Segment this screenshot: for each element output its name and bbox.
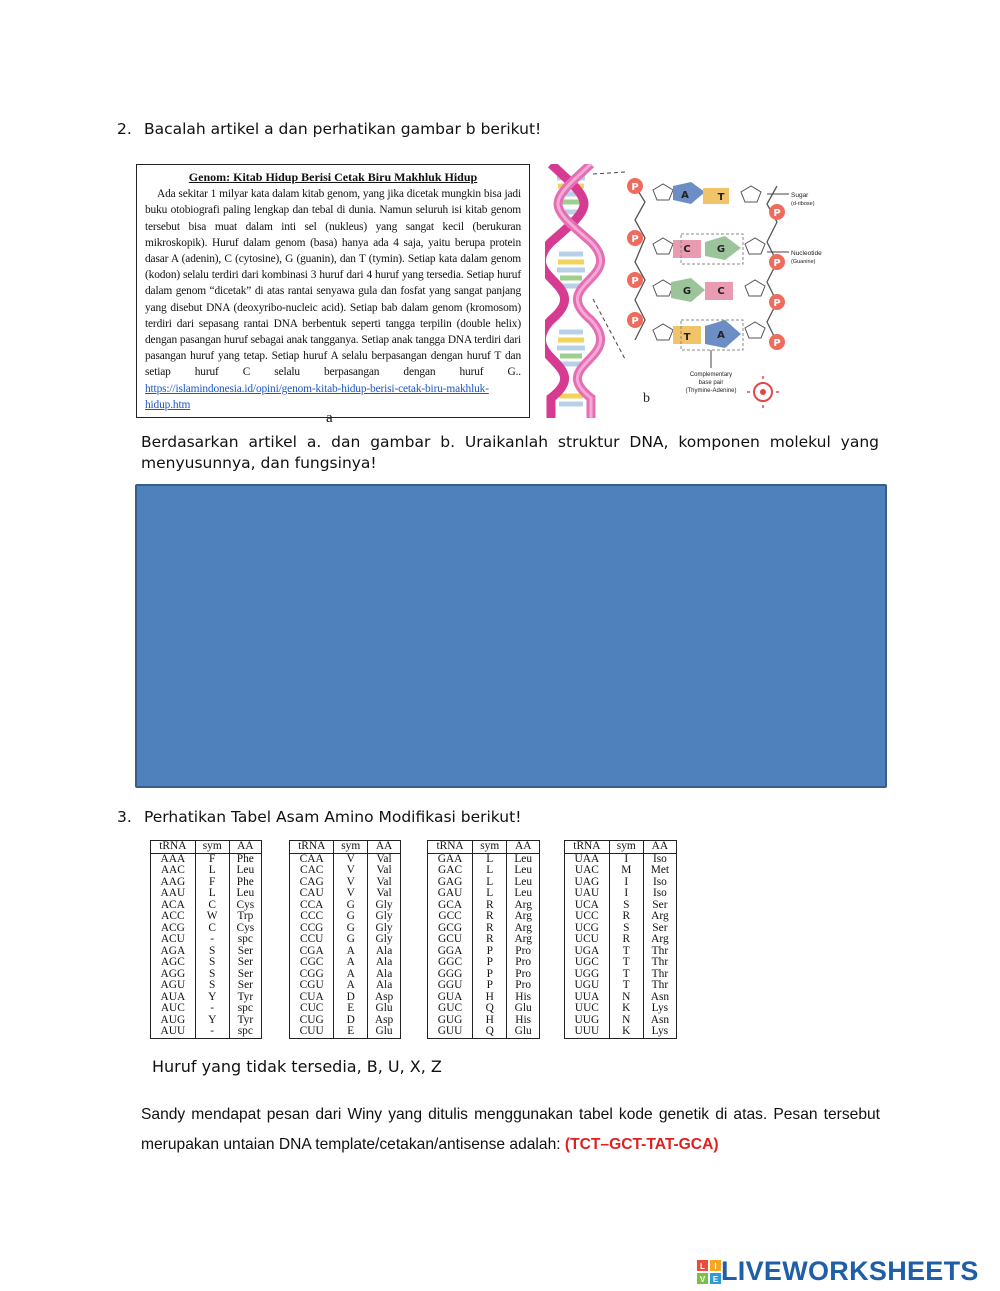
codon-cell: CAG xyxy=(290,877,334,889)
symbol-cell: T xyxy=(609,957,643,969)
message-paragraph xyxy=(141,1100,880,1160)
symbol-cell: S xyxy=(195,957,229,969)
codon-cell: UAU xyxy=(565,888,610,900)
amino-acid-cell: Leu xyxy=(507,888,540,900)
symbol-cell: K xyxy=(609,1003,643,1015)
amino-acid-cell: Arg xyxy=(507,900,540,912)
codon-cell: GCU xyxy=(428,934,473,946)
symbol-cell: E xyxy=(334,1026,368,1038)
base-label: G xyxy=(682,286,692,297)
amino-acid-cell: Pro xyxy=(507,946,540,958)
amino-acid-cell: Cys xyxy=(229,923,261,935)
base-label: C xyxy=(683,244,691,255)
symbol-cell: Y xyxy=(195,1015,229,1027)
amino-acid-cell: Pro xyxy=(507,957,540,969)
codon-cell: UGU xyxy=(565,980,610,992)
symbol-cell: G xyxy=(334,911,368,923)
symbol-cell: H xyxy=(473,1015,507,1027)
amino-acid-cell: Met xyxy=(643,865,676,877)
codon-cell: AGG xyxy=(151,969,196,981)
phosphate-label: P xyxy=(631,234,639,245)
symbol-cell: R xyxy=(473,911,507,923)
column-header: tRNA xyxy=(151,841,196,854)
codon-cell: CGC xyxy=(290,957,334,969)
logo-badge-letter: E xyxy=(712,1274,719,1284)
table-header-row xyxy=(565,841,677,854)
symbol-cell: - xyxy=(195,934,229,946)
column-header: sym xyxy=(334,841,368,854)
amino-acid-cell: Val xyxy=(368,853,401,865)
table-row xyxy=(565,888,677,900)
table-row xyxy=(290,911,401,923)
column-header: AA xyxy=(507,841,540,854)
symbol-cell: N xyxy=(609,992,643,1004)
question-3-number: 3. xyxy=(117,808,132,826)
codon-cell: AUA xyxy=(151,992,196,1004)
amino-acid-cell: Gly xyxy=(368,911,401,923)
symbol-cell: E xyxy=(334,1003,368,1015)
codon-cell: CGA xyxy=(290,946,334,958)
table-row xyxy=(290,980,401,992)
table-row xyxy=(565,865,677,877)
figure-caption: b xyxy=(643,391,650,406)
codon-cell: GGA xyxy=(428,946,473,958)
table-row xyxy=(428,980,540,992)
amino-acid-cell: Arg xyxy=(643,911,676,923)
symbol-cell: K xyxy=(609,1026,643,1038)
base-label: A xyxy=(717,330,725,341)
codon-cell: GUA xyxy=(428,992,473,1004)
amino-acid-table-2 xyxy=(289,840,401,1039)
amino-acid-cell: Ser xyxy=(229,969,261,981)
codon-cell: GCC xyxy=(428,911,473,923)
amino-acid-cell: Arg xyxy=(507,934,540,946)
symbol-cell: L xyxy=(473,865,507,877)
phosphate-label: P xyxy=(631,316,639,327)
symbol-cell: W xyxy=(195,911,229,923)
amino-acid-cell: Glu xyxy=(368,1026,401,1038)
symbol-cell: F xyxy=(195,877,229,889)
symbol-cell: L xyxy=(473,877,507,889)
amino-acid-table-3 xyxy=(427,840,540,1039)
question-3-text: Perhatikan Tabel Asam Amino Modifikasi berikut! xyxy=(143,808,522,826)
amino-acid-cell: spc xyxy=(229,934,261,946)
table-row xyxy=(151,865,262,877)
codon-cell: AAC xyxy=(151,865,196,877)
label-pair-3: (Thymine-Adenine) xyxy=(685,388,737,394)
codon-cell: AGC xyxy=(151,957,196,969)
codon-cell: UGA xyxy=(565,946,610,958)
codon-cell: AAG xyxy=(151,877,196,889)
symbol-cell: A xyxy=(334,969,368,981)
symbol-cell: D xyxy=(334,992,368,1004)
codon-cell: UAC xyxy=(565,865,610,877)
symbol-cell: P xyxy=(473,957,507,969)
codon-cell: ACG xyxy=(151,923,196,935)
codon-cell: UAG xyxy=(565,877,610,889)
amino-acid-cell: Thr xyxy=(643,957,676,969)
symbol-cell: S xyxy=(195,969,229,981)
symbol-cell: R xyxy=(473,900,507,912)
answer-box[interactable] xyxy=(135,484,887,788)
table-row xyxy=(428,957,540,969)
article-body-text: Ada sekitar 1 milyar kata dalam kitab genom, yang jika dicetak mungkin bisa jadi buku otobiografi paling lengkap dan tebal di dunia. Namun seluruh isi kitab genom tersebut bisa muat dalam inti sel (nukleus) yang sangat kecil (berukuran mikroskopik). Huruf dalam genom (basa) hanya ada 4 saja, yaitu berupa protein dasar A (adenin), C (cytosine), G (guanin), dan T (tymin). Setiap kata dalam genom (kodon) selalu terdiri dari kombinasi 3 huruf dari 4 huruf yang tersedia. Setiap huruf dalam genom “dicetak” di atas rantai senyawa gula dan fosfat yang sangat panjang yang disebut DNA (deoxyribo-nucleic acid). Setiap bab dalam genom (kromosom) terdiri dari sepasang rantai DNA berbentuk seperti tangga terpilin (double helix) dengan pasangan huruf sebagai anak tangganya. Setiap anak tangga DNA terdiri dari pasangan huruf yang tetap. Setiap huruf A selalu berpasangan dengan huruf T dan setiap huruf C selalu berpasangan dengan huruf G.. xyxy=(145,188,521,379)
codon-cell: GUG xyxy=(428,1015,473,1027)
column-header: tRNA xyxy=(290,841,334,854)
amino-acid-cell: His xyxy=(507,992,540,1004)
codon-cell: GUC xyxy=(428,1003,473,1015)
codon-cell: GAC xyxy=(428,865,473,877)
codon-cell: CUU xyxy=(290,1026,334,1038)
table-header-row xyxy=(290,841,401,854)
logo-badge-letter: L xyxy=(700,1261,705,1271)
codon-cell: AUC xyxy=(151,1003,196,1015)
codon-cell: AUG xyxy=(151,1015,196,1027)
column-header: AA xyxy=(643,841,676,854)
symbol-cell: P xyxy=(473,969,507,981)
amino-acid-cell: Phe xyxy=(229,877,261,889)
amino-acid-cell: Ser xyxy=(229,980,261,992)
base-label: T xyxy=(683,332,691,343)
table-row xyxy=(151,911,262,923)
phosphate-label: P xyxy=(773,208,781,219)
amino-acid-cell: spc xyxy=(229,1003,261,1015)
symbol-cell: M xyxy=(609,865,643,877)
codon-cell: GAA xyxy=(428,853,473,865)
codon-cell: UGG xyxy=(565,969,610,981)
codon-cell: GGG xyxy=(428,969,473,981)
column-header: sym xyxy=(473,841,507,854)
dna-figure xyxy=(545,164,845,418)
symbol-cell: S xyxy=(609,900,643,912)
symbol-cell: R xyxy=(473,934,507,946)
amino-acid-cell: Gly xyxy=(368,900,401,912)
table-row xyxy=(428,888,540,900)
logo-badge-letter: I xyxy=(714,1261,717,1271)
symbol-cell: V xyxy=(334,853,368,865)
table-row xyxy=(290,1003,401,1015)
symbol-cell: L xyxy=(473,888,507,900)
codon-cell: ACC xyxy=(151,911,196,923)
amino-acid-cell: Leu xyxy=(229,888,261,900)
codon-cell: CUC xyxy=(290,1003,334,1015)
codon-cell: UUC xyxy=(565,1003,610,1015)
symbol-cell: I xyxy=(609,888,643,900)
symbol-cell: V xyxy=(334,865,368,877)
symbol-cell: C xyxy=(195,900,229,912)
amino-acid-cell: Val xyxy=(368,888,401,900)
amino-acid-cell: Leu xyxy=(229,865,261,877)
amino-acid-cell: Leu xyxy=(507,865,540,877)
amino-acid-cell: Gly xyxy=(368,934,401,946)
amino-acid-cell: Arg xyxy=(507,911,540,923)
base-label: C xyxy=(717,286,725,297)
amino-acid-cell: Glu xyxy=(507,1003,540,1015)
message-text: Sandy mendapat pesan dari Winy yang ditulis menggunakan tabel kode genetik di atas. Pesan tersebut merupakan untaian DNA template/cetakan/antisense adalah: xyxy=(141,1106,880,1153)
table-row xyxy=(151,888,262,900)
question-2-prompt xyxy=(117,120,541,138)
column-header: tRNA xyxy=(565,841,610,854)
symbol-cell: - xyxy=(195,1003,229,1015)
amino-acid-cell: Lys xyxy=(643,1026,676,1038)
logo-text: LIVEWORKSHEETS xyxy=(721,1256,979,1286)
codon-cell: AAU xyxy=(151,888,196,900)
codon-cell: AUU xyxy=(151,1026,196,1038)
article-link[interactable]: https://islamindonesia.id/opini/genom-kitab-hidup-berisi-cetak-biru-makhluk-hidup.htm xyxy=(145,382,489,411)
amino-acid-table-1 xyxy=(150,840,262,1039)
amino-acid-cell: Ala xyxy=(368,946,401,958)
article-body xyxy=(145,186,521,413)
table-row xyxy=(151,957,262,969)
codon-cell: AAA xyxy=(151,853,196,865)
amino-acid-cell: Ala xyxy=(368,969,401,981)
amino-acid-cell: Val xyxy=(368,865,401,877)
symbol-cell: A xyxy=(334,957,368,969)
codon-cell: GGC xyxy=(428,957,473,969)
amino-acid-cell: Arg xyxy=(643,934,676,946)
codon-cell: ACU xyxy=(151,934,196,946)
amino-acid-cell: Ser xyxy=(643,923,676,935)
symbol-cell: P xyxy=(473,946,507,958)
amino-acid-cell: Ser xyxy=(229,957,261,969)
table-row xyxy=(565,934,677,946)
symbol-cell: D xyxy=(334,1015,368,1027)
liveworksheets-logo xyxy=(697,1256,979,1287)
table-row xyxy=(428,911,540,923)
column-header: AA xyxy=(368,841,401,854)
codon-cell: GAG xyxy=(428,877,473,889)
amino-acid-cell: Ser xyxy=(643,900,676,912)
amino-acid-cell: Phe xyxy=(229,853,261,865)
codon-cell: UAA xyxy=(565,853,610,865)
amino-acid-cell: Iso xyxy=(643,877,676,889)
codon-cell: CAA xyxy=(290,853,334,865)
codon-cell: UCC xyxy=(565,911,610,923)
table-row xyxy=(290,865,401,877)
column-header: sym xyxy=(609,841,643,854)
phosphate-label: P xyxy=(773,258,781,269)
symbol-cell: S xyxy=(195,946,229,958)
symbol-cell: V xyxy=(334,888,368,900)
label-pair-2: base pair xyxy=(698,380,724,386)
amino-acid-cell: Iso xyxy=(643,888,676,900)
table-row xyxy=(290,888,401,900)
table-row xyxy=(428,1003,540,1015)
codon-cell: UUG xyxy=(565,1015,610,1027)
symbol-cell: Q xyxy=(473,1026,507,1038)
codon-cell: CCC xyxy=(290,911,334,923)
symbol-cell: R xyxy=(473,923,507,935)
codon-cell: CUG xyxy=(290,1015,334,1027)
symbol-cell: V xyxy=(334,877,368,889)
symbol-cell: L xyxy=(195,888,229,900)
amino-acid-cell: Gly xyxy=(368,923,401,935)
amino-acid-cell: Val xyxy=(368,877,401,889)
table-row xyxy=(565,911,677,923)
table-row xyxy=(565,980,677,992)
table-row xyxy=(565,1026,677,1038)
logo-badge-letter: V xyxy=(699,1274,706,1284)
symbol-cell: R xyxy=(609,934,643,946)
base-label: A xyxy=(681,190,689,201)
codon-cell: UCG xyxy=(565,923,610,935)
table-row xyxy=(290,957,401,969)
symbol-cell: T xyxy=(609,946,643,958)
logo-badge-icon xyxy=(697,1260,721,1284)
label-pair: Complementary xyxy=(689,372,733,378)
label-sugar-sub: (d-ribose) xyxy=(791,201,815,207)
codon-cell: GCG xyxy=(428,923,473,935)
codon-cell: GGU xyxy=(428,980,473,992)
table-row xyxy=(428,1026,540,1038)
codon-cell: AGA xyxy=(151,946,196,958)
unavailable-letters-note: Huruf yang tidak tersedia, B, U, X, Z xyxy=(152,1057,442,1076)
amino-acid-cell: Asn xyxy=(643,1015,676,1027)
amino-acid-cell: Thr xyxy=(643,969,676,981)
symbol-cell: G xyxy=(334,923,368,935)
amino-acid-cell: Leu xyxy=(507,853,540,865)
codon-cell: GUU xyxy=(428,1026,473,1038)
symbol-cell: C xyxy=(195,923,229,935)
codon-cell: UUU xyxy=(565,1026,610,1038)
table-row xyxy=(151,934,262,946)
codon-cell: UUA xyxy=(565,992,610,1004)
table-row xyxy=(151,1026,262,1038)
codon-cell: ACA xyxy=(151,900,196,912)
table-row xyxy=(290,1026,401,1038)
article-title: Genom: Kitab Hidup Berisi Cetak Biru Makhluk Hidup xyxy=(188,170,478,184)
table-row xyxy=(290,934,401,946)
column-header: tRNA xyxy=(428,841,473,854)
amino-acid-cell: Glu xyxy=(368,1003,401,1015)
amino-acid-cell: Glu xyxy=(507,1026,540,1038)
symbol-cell: N xyxy=(609,1015,643,1027)
amino-acid-cell: Asn xyxy=(643,992,676,1004)
amino-acid-cell: His xyxy=(507,1015,540,1027)
codon-cell: AGU xyxy=(151,980,196,992)
question-3-prompt xyxy=(117,808,521,826)
amino-acid-cell: Lys xyxy=(643,1003,676,1015)
symbol-cell: S xyxy=(195,980,229,992)
amino-acid-cell: Ala xyxy=(368,980,401,992)
amino-acid-cell: Tyr xyxy=(229,992,261,1004)
label-nucleotide-sub: (Guanine) xyxy=(791,259,816,265)
phosphate-label: P xyxy=(631,276,639,287)
symbol-cell: H xyxy=(473,992,507,1004)
amino-acid-cell: Asp xyxy=(368,992,401,1004)
symbol-cell: R xyxy=(609,911,643,923)
amino-acid-cell: Iso xyxy=(643,853,676,865)
amino-acid-cell: Thr xyxy=(643,980,676,992)
codon-cell: GCA xyxy=(428,900,473,912)
amino-acid-table-4 xyxy=(564,840,677,1039)
symbol-cell: A xyxy=(334,980,368,992)
amino-acid-cell: Pro xyxy=(507,969,540,981)
symbol-cell: T xyxy=(609,969,643,981)
amino-acid-cell: Ala xyxy=(368,957,401,969)
symbol-cell: S xyxy=(609,923,643,935)
symbol-cell: T xyxy=(609,980,643,992)
symbol-cell: L xyxy=(195,865,229,877)
table-header-row xyxy=(151,841,262,854)
question-2-number: 2. xyxy=(117,120,132,138)
amino-acid-cell: Asp xyxy=(368,1015,401,1027)
codon-cell: UCA xyxy=(565,900,610,912)
symbol-cell: - xyxy=(195,1026,229,1038)
base-label: T xyxy=(717,192,725,203)
amino-acid-cell: Thr xyxy=(643,946,676,958)
table-row xyxy=(428,865,540,877)
question-2-instruction: Berdasarkan artikel a. dan gambar b. Uraikanlah struktur DNA, komponen molekul yang menyusunnya, dan fungsinya! xyxy=(141,433,879,472)
column-header: sym xyxy=(195,841,229,854)
symbol-cell: G xyxy=(334,900,368,912)
amino-acid-cell: Ser xyxy=(229,946,261,958)
label-nucleotide: Nucleotide xyxy=(791,250,822,257)
label-sugar: Sugar xyxy=(791,192,809,199)
codon-cell: CCU xyxy=(290,934,334,946)
base-label: G xyxy=(716,244,726,255)
codon-cell: CUA xyxy=(290,992,334,1004)
symbol-cell: F xyxy=(195,853,229,865)
table-row xyxy=(565,1003,677,1015)
amino-acid-cell: Tyr xyxy=(229,1015,261,1027)
symbol-cell: L xyxy=(473,853,507,865)
codon-cell: UCU xyxy=(565,934,610,946)
article-caption: a xyxy=(326,410,333,426)
codon-cell: CAU xyxy=(290,888,334,900)
symbol-cell: I xyxy=(609,877,643,889)
codon-cell: GAU xyxy=(428,888,473,900)
table-row xyxy=(565,957,677,969)
amino-acid-cell: Leu xyxy=(507,877,540,889)
symbol-cell: I xyxy=(609,853,643,865)
column-header: AA xyxy=(229,841,261,854)
symbol-cell: Y xyxy=(195,992,229,1004)
phosphate-label: P xyxy=(773,298,781,309)
codon-cell: CCG xyxy=(290,923,334,935)
table-header-row xyxy=(428,841,540,854)
question-2-text: Bacalah artikel a dan perhatikan gambar b berikut! xyxy=(143,120,542,138)
symbol-cell: P xyxy=(473,980,507,992)
phosphate-label: P xyxy=(631,182,639,193)
codon-cell: CGG xyxy=(290,969,334,981)
symbol-cell: G xyxy=(334,934,368,946)
codon-cell: CAC xyxy=(290,865,334,877)
amino-acid-cell: Cys xyxy=(229,900,261,912)
codon-cell: UGC xyxy=(565,957,610,969)
phosphate-label: P xyxy=(773,338,781,349)
article-a xyxy=(136,164,530,418)
codon-cell: CCA xyxy=(290,900,334,912)
table-row xyxy=(151,980,262,992)
table-row xyxy=(151,1003,262,1015)
dna-sequence: (TCT–GCT-TAT-GCA) xyxy=(564,1136,719,1153)
amino-acid-cell: Pro xyxy=(507,980,540,992)
table-row xyxy=(428,934,540,946)
symbol-cell: Q xyxy=(473,1003,507,1015)
symbol-cell: A xyxy=(334,946,368,958)
codon-cell: CGU xyxy=(290,980,334,992)
amino-acid-cell: Arg xyxy=(507,923,540,935)
amino-acid-cell: spc xyxy=(229,1026,261,1038)
amino-acid-cell: Trp xyxy=(229,911,261,923)
